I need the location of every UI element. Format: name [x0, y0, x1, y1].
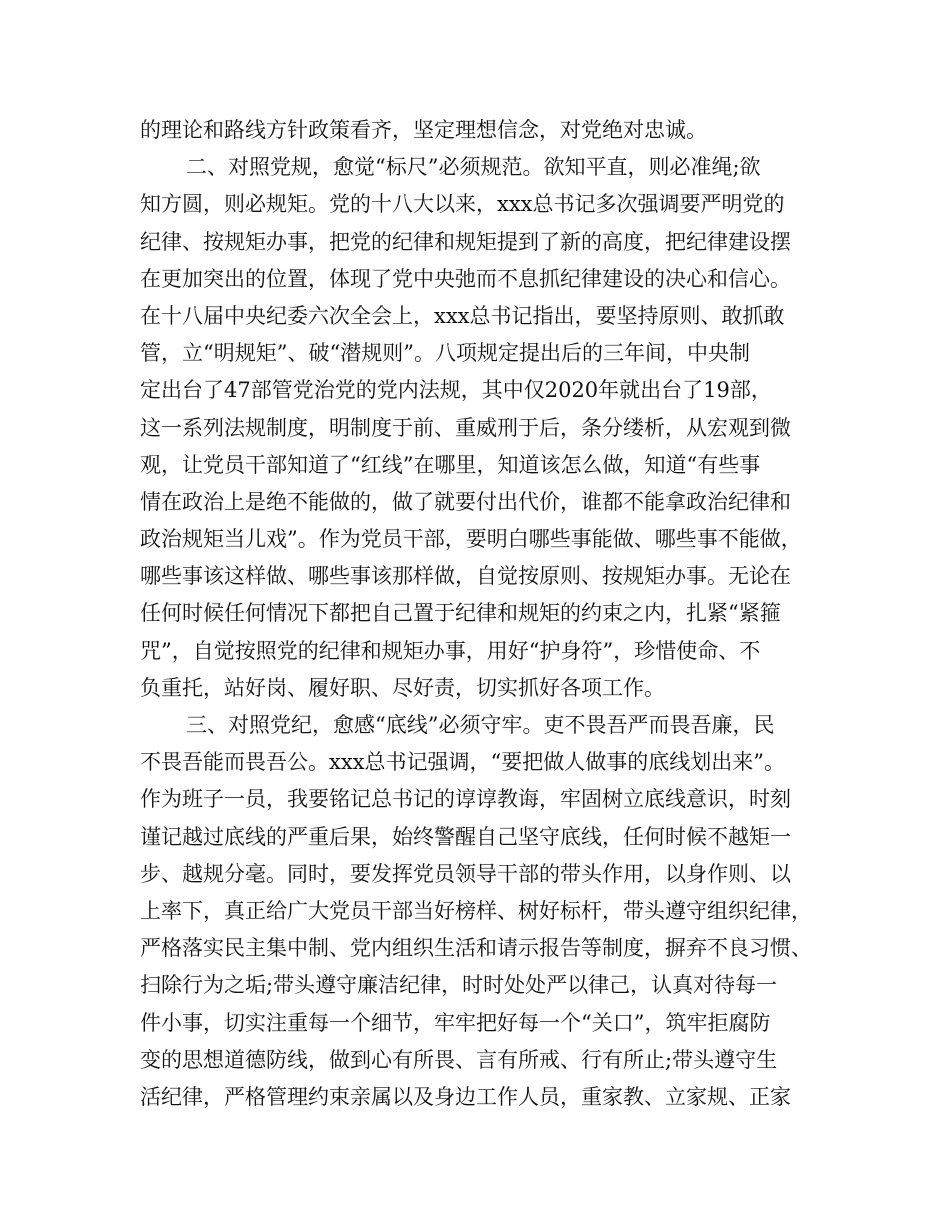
text-line: 负重托，站好岗、履好职、尽好责，切实抓好各项工作。	[140, 675, 665, 700]
document-body	[140, 112, 830, 1116]
text-line: 件小事，切实注重每一个细节，牢牢把好每一个“关口”，筑牢拒腐防	[140, 1010, 771, 1035]
text-line: 步、越规分毫。同时，要发挥党员领导干部的带头作用，以身作则、以	[140, 861, 791, 886]
text-line: 纪律、按规矩办事，把党的纪律和规矩提到了新的高度，把纪律建设摆	[140, 229, 791, 254]
paragraph-first-line: 三、对照党纪，愈感“底线”必须守牢。吏不畏吾严而畏吾廉，民	[186, 713, 775, 737]
text-line: 作为班子一员，我要铭记总书记的谆谆教诲，牢固树立底线意识，时刻	[140, 787, 791, 812]
text-line: 扫除行为之垢;带头遵守廉洁纪律，时时处处严以律己，认真对待每一	[140, 973, 778, 998]
text-line: 变的思想道德防线，做到心有所畏、言有所戒、行有所止;带头遵守生	[140, 1047, 778, 1072]
text-line: 谨记越过底线的严重后果，始终警醒自己坚守底线，任何时候不越矩一	[140, 824, 791, 849]
text-line: 任何时候任何情况下都把自己置于纪律和规矩的约束之内，扎紧“紧箍	[140, 601, 781, 626]
text-line: 知方圆，则必规矩。党的十八大以来，xxx总书记多次强调要严明党的	[140, 192, 785, 217]
text-line: 定出台了47部管党治党的党内法规，其中仅2020年就出台了19部，	[140, 378, 772, 403]
text-line: 情在政治上是绝不能做的，做了就要付出代价，谁都不能拿政治纪律和	[140, 489, 791, 514]
text-line: 在更加突出的位置，体现了党中央弛而不息抓纪律建设的决心和信心。	[140, 266, 791, 291]
text-line: 这一系列法规制度，明制度于前、重威刑于后，条分缕析，从宏观到微	[140, 415, 791, 440]
paragraph-first-line: 二、对照党规，愈觉“标尺”必须规范。欲知平直，则必准绳;欲	[186, 155, 761, 180]
text-line: 哪些事该这样做、哪些事该那样做，自觉按原则、按规矩办事。无论在	[140, 564, 791, 589]
text-line: 严格落实民主集中制、党内组织生活和请示报告等制度，摒弃不良习惯、	[140, 936, 812, 961]
text-line: 不畏吾能而畏吾公。xxx总书记强调，“要把做人做事的底线划出来”。	[140, 750, 785, 775]
text-line: 的理论和路线方针政策看齐，坚定理想信念，对党绝对忠诚。	[140, 118, 707, 142]
text-line: 咒”，自觉按照党的纪律和规矩办事，用好“护身符”，珍惜使命、不	[140, 638, 761, 663]
document-page	[140, 112, 830, 1116]
text-line: 活纪律，严格管理约束亲属以及身边工作人员，重家教、立家规、正家	[140, 1084, 791, 1109]
text-line: 在十八届中央纪委六次全会上，xxx总书记指出，要坚持原则、敢抓敢	[140, 303, 785, 328]
text-line: 政治规矩当儿戏”。作为党员干部，要明白哪些事能做、哪些事不能做，	[140, 527, 802, 552]
text-line: 管，立“明规矩”、破“潜规则”。八项规定提出后的三年间，中央制	[140, 341, 750, 366]
text-line: 观，让党员干部知道了“红线”在哪里，知道该怎么做，知道“有些事	[140, 452, 761, 477]
text-line: 上率下，真正给广大党员干部当好榜样、树好标杆，带头遵守组织纪律，	[140, 898, 812, 923]
